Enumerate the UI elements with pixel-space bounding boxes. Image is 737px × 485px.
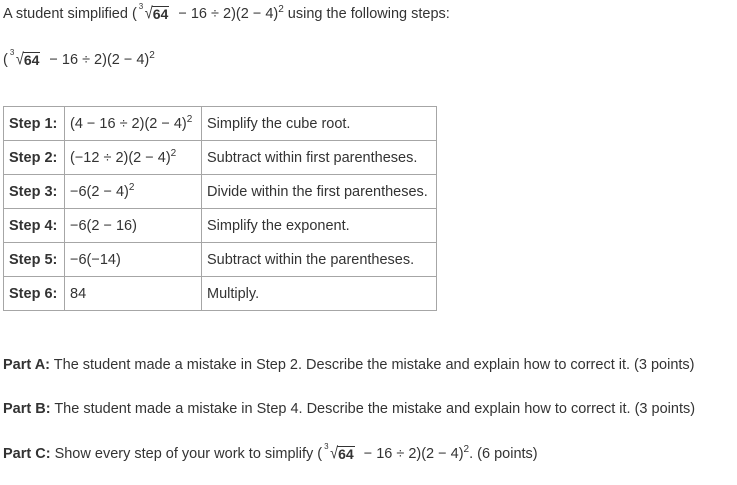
cube-root-symbol: 3 √64 bbox=[9, 48, 40, 70]
table-row bbox=[4, 243, 437, 277]
part-b-label: Part B: bbox=[3, 401, 51, 417]
table-row bbox=[4, 209, 437, 243]
step-expression: −6(2 − 16) bbox=[65, 209, 202, 243]
part-c-label: Part C: bbox=[3, 446, 51, 462]
step-expression: $-6(2 - 4)^2$ bbox=[65, 175, 202, 209]
table-row bbox=[4, 277, 437, 311]
intro-line bbox=[3, 2, 450, 24]
root-index: 3 bbox=[138, 2, 144, 11]
radicand: 64 bbox=[152, 6, 169, 22]
table-row bbox=[4, 141, 437, 175]
radicand: 64 bbox=[23, 52, 40, 68]
cube-root-symbol: 3 √64 bbox=[138, 2, 169, 24]
step-label: Step 2: bbox=[4, 141, 65, 175]
step-description: Simplify the cube root. bbox=[202, 107, 437, 141]
part-c-rest: − 16 ÷ 2)(2 − 4) bbox=[359, 446, 464, 462]
part-c-exponent: 2 bbox=[463, 444, 470, 455]
intro-suffix: using the following steps: bbox=[283, 6, 450, 22]
part-c-text-before: Show every step of your work to simplify ( bbox=[50, 446, 323, 462]
step-description: Subtract within first parentheses. bbox=[202, 141, 437, 175]
part-a-text: The student made a mistake in Step 2. Describe the mistake and explain how to correct it. (3 points) bbox=[50, 357, 695, 373]
part-a bbox=[3, 357, 695, 373]
original-expression bbox=[3, 48, 155, 70]
step-description: Simplify the exponent. bbox=[202, 209, 437, 243]
step-expression: $(-12 \div 2)(2 - 4)^2$ bbox=[65, 141, 202, 175]
intro-prefix: A student simplified ( bbox=[3, 6, 137, 22]
step-expression: 84 bbox=[65, 277, 202, 311]
step-description: Divide within the first parentheses. bbox=[202, 175, 437, 209]
root-index: 3 bbox=[324, 442, 329, 451]
intro-exponent: 2 bbox=[278, 4, 284, 15]
table-row bbox=[4, 107, 437, 141]
step-description: Subtract within the parentheses. bbox=[202, 243, 437, 277]
step-label: Step 4: bbox=[4, 209, 65, 243]
radicand: 64 bbox=[338, 446, 354, 462]
part-c-text-after: . (6 points) bbox=[469, 446, 538, 462]
table-row bbox=[4, 175, 437, 209]
step-expression: −6(−14) bbox=[65, 243, 202, 277]
cube-root-symbol: 3 √64 bbox=[324, 442, 354, 464]
expression-exponent: 2 bbox=[149, 50, 155, 61]
step-expression: $(4 - 16 \div 2)(2 - 4)^2$ bbox=[65, 107, 202, 141]
step-label: Step 6: bbox=[4, 277, 65, 311]
step-label: Step 1: bbox=[4, 107, 65, 141]
intro-rest: − 16 ÷ 2)(2 − 4) bbox=[174, 6, 279, 22]
step-label: Step 5: bbox=[4, 243, 65, 277]
part-c bbox=[3, 442, 538, 464]
part-a-label: Part A: bbox=[3, 357, 50, 373]
step-label: Step 3: bbox=[4, 175, 65, 209]
part-b bbox=[3, 401, 695, 417]
expression-prefix: ( bbox=[3, 52, 8, 68]
steps-table bbox=[3, 106, 437, 311]
part-b-text: The student made a mistake in Step 4. Describe the mistake and explain how to correct it. (3 points) bbox=[50, 401, 696, 417]
expression-rest: − 16 ÷ 2)(2 − 4) bbox=[45, 52, 150, 68]
root-index: 3 bbox=[9, 48, 15, 57]
step-description: Multiply. bbox=[202, 277, 437, 311]
